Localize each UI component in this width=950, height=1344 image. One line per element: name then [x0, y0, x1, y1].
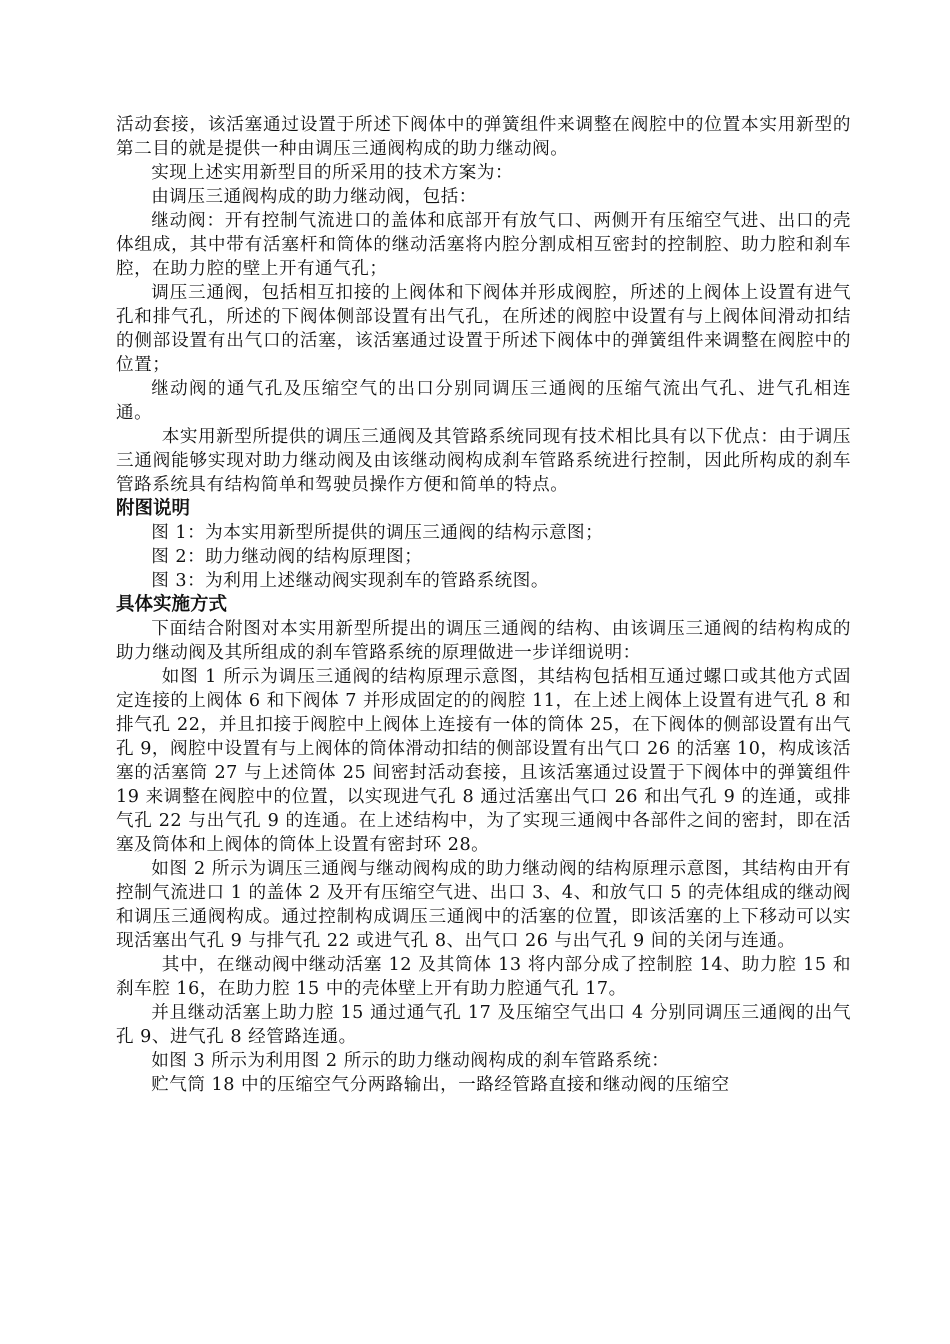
detail-paragraph-6: 如图 3 所示为利用图 2 所示的助力继动阀构成的刹车管路系统：	[151, 1051, 670, 1071]
figure-caption-1: 图 1：为本实用新型所提供的调压三通阀的结构示意图；	[151, 523, 604, 543]
figure-caption-3: 图 3：为利用上述继动阀实现刹车的管路系统图。	[151, 571, 549, 591]
detail-paragraph-5: 并且继动活塞上助力腔 15 通过通气孔 17 及压缩空气出口 4 分别同调压三通阀的出气孔 9、进气孔 8 经管路连通。	[116, 1003, 851, 1047]
detail-paragraph-3: 如图 2 所示为调压三通阀与继动阀构成的助力继动阀的结构原理示意图，其结构由开有控制气流进口 1 的盖体 2 及开有压缩空气进、出口 3、4、和放气口 5 的壳体组成的继动阀和调压三通阀构成。通过控制构成调压三通阀中的活塞的位置，即该活塞的上下移动可以实现活塞出气孔 9 与排气孔 22 或进气孔 8、出气口 26 与出气孔 9 间的关闭与连通。	[116, 859, 851, 951]
document-body	[116, 113, 851, 1097]
paragraph-7: 本实用新型所提供的调压三通阀及其管路系统同现有技术相比具有以下优点：由于调压三通阀能够实现对助力继动阀及由该继动阀构成刹车管路系统进行控制，因此所构成的刹车管路系统具有结构简单和驾驶员操作方便和简单的特点。	[116, 427, 851, 495]
paragraph-6: 继动阀的通气孔及压缩空气的出口分别同调压三通阀的压缩气流出气孔、进气孔相连通。	[116, 379, 851, 423]
paragraph-4: 继动阀：开有控制气流进口的盖体和底部开有放气口、两侧开有压缩空气进、出口的壳体组成，其中带有活塞杆和筒体的继动活塞将内腔分割成相互密封的控制腔、助力腔和刹车腔，在助力腔的壁上开有通气孔；	[116, 211, 851, 279]
paragraph-1: 活动套接，该活塞通过设置于所述下阀体中的弹簧组件来调整在阀腔中的位置本实用新型的第二目的就是提供一种由调压三通阀构成的助力继动阀。	[116, 115, 851, 159]
detail-paragraph-1: 下面结合附图对本实用新型所提出的调压三通阀的结构、由该调压三通阀的结构构成的助力继动阀及其所组成的刹车管路系统的原理做进一步详细说明：	[116, 619, 851, 663]
paragraph-3: 由调压三通阀构成的助力继动阀，包括：	[151, 187, 477, 207]
detail-paragraph-2: 如图 1 所示为调压三通阀的结构原理示意图，其结构包括相互通过螺口或其他方式固定连接的上阀体 6 和下阀体 7 并形成固定的的阀腔 11，在上述上阀体上设置有进气孔 8 和排气孔 22，并且扣接于阀腔中上阀体上连接有一体的筒体 25，在下阀体的侧部设置有出气孔 9，阀腔中设置有与上阀体的筒体滑动扣结的侧部设置有出气口 26 的活塞 10，构成该活塞的活塞筒 27 与上述筒体 25 间密封活动套接，且该活塞通过设置于下阀体中的弹簧组件 19 来调整在阀腔中的位置，以实现进气孔 8 通过活塞出气口 26 和出气孔 9 的连通，或排气孔 22 与出气孔 9 的连通。在上述结构中，为了实现三通阀中各部件之间的密封，即在活塞及筒体和上阀体的筒体上设置有密封环 28。	[116, 667, 851, 855]
paragraph-5: 调压三通阀，包括相互扣接的上阀体和下阀体并形成阀腔，所述的上阀体上设置有进气孔和排气孔，所述的下阀体侧部设置有出气孔，在所述的阀腔中设置有与上阀体间滑动扣结的侧部设置有出气口的活塞，该活塞通过设置于所述下阀体中的弹簧组件来调整在阀腔中的位置；	[116, 283, 851, 375]
paragraph-2: 实现上述实用新型目的所采用的技术方案为：	[151, 163, 514, 183]
detail-paragraph-4: 其中，在继动阀中继动活塞 12 及其筒体 13 将内部分成了控制腔 14、助力腔 15 和刹车腔 16，在助力腔 15 中的壳体壁上开有助力腔通气孔 17。	[116, 955, 851, 999]
detail-paragraph-7: 贮气筒 18 中的压缩空气分两路输出，一路经管路直接和继动阀的压缩空	[151, 1075, 730, 1095]
figure-caption-2: 图 2：助力继动阀的结构原理图；	[151, 547, 423, 567]
section-title-figures: 附图说明	[116, 498, 191, 519]
section-title-embodiment: 具体实施方式	[116, 594, 228, 615]
